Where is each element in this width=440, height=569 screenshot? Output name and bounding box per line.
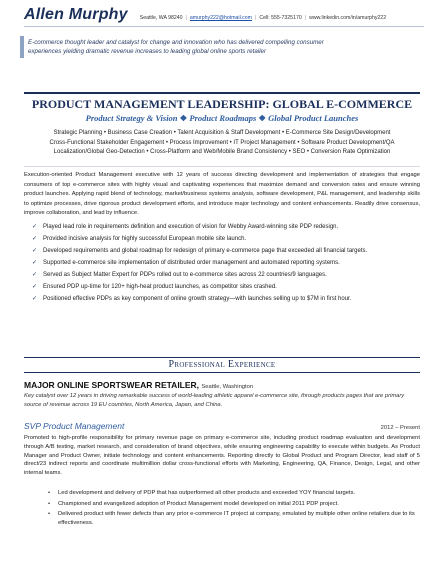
check-icon: ✓: [32, 284, 38, 290]
achievement-item: [32, 293, 420, 305]
contact-info: [140, 15, 386, 21]
check-icon: ✓: [32, 296, 38, 302]
skills-line: Localization/Global Geo-Detection • Cross-Platform and Web/Mobile Brand Consistency • SEO • Conversion Rate Optimization: [53, 149, 391, 155]
check-icon: ✓: [32, 260, 38, 266]
role-achievement-text: Delivered product with fewer defects than any prior e-commerce IT project at company, emulated by multiple other online retailers due to its effectiveness.: [58, 511, 415, 526]
role-title: SVP Product Management: [24, 421, 125, 431]
contact-separator: |: [254, 15, 257, 21]
headline-subtitle: [24, 113, 420, 124]
skills-line: Strategic Planning • Business Case Creation • Talent Acquisition & Staff Development • E-Commerce Site Design/Development: [53, 130, 391, 136]
diamond-icon: ❖: [179, 113, 188, 123]
contact-phone: Cell: 555-7325170: [259, 15, 302, 21]
achievement-item: [32, 269, 420, 281]
achievement-text: Played lead role in requirements definition and execution of vision for Webby Award-winning site PDP redesign.: [43, 224, 339, 230]
bullet-icon: •: [48, 490, 51, 496]
contact-separator: |: [185, 15, 187, 21]
tagline-text: [28, 36, 324, 58]
candidate-name: Allen Murphy: [24, 6, 128, 23]
role-achievement-list: [48, 489, 420, 529]
contact-separator: |: [304, 15, 307, 21]
company-description: Key catalyst over 12 years in driving remarkable success of world-leading athletic apparel e-commerce site, through products pages that are primary source of revenue across 19 EU countries, North America, Japan, and China.: [24, 393, 405, 408]
achievement-item: [32, 233, 420, 245]
achievement-item: [32, 257, 420, 269]
title-divider: [24, 92, 420, 94]
role-heading: [24, 421, 420, 431]
skills-line: Cross-Functional Stakeholder Engagement • Process Improvement • IT Project Management • Software Product Development/QA: [49, 139, 395, 146]
core-skills: [24, 129, 420, 158]
role-achievement-text: Championed and evangelized adoption of Product Management model developed on initial 2011 PDP project.: [58, 500, 339, 507]
company-location: Seattle, Washington: [201, 384, 254, 390]
achievement-text: Served as Subject Matter Expert for PDPs rolled out to e-commerce sites across 22 countries/9 languages.: [43, 272, 327, 278]
header-divider: [24, 26, 424, 27]
subtitle-item: Product Strategy & Vision: [85, 113, 178, 123]
achievement-text: Developed requirements and global roadmap for redesign of primary e-commerce page that exceeded all financial targets.: [43, 248, 368, 254]
check-icon: ✓: [32, 236, 38, 242]
professional-summary: Execution-oriented Product Management executive with 12 years of success directing development and implementation of strategies that engage consumers of top e-commerce sites with highly visual and captivating experiences that maximize demand and conversion rates and ensure winning product launches. Applying rapid blend of technology, market/business systems analysis, software development, P&L management, and leadership skills to optimize processes, drive rigorous product development efforts, and introduce major technology and content enhancements. Readily drive consensus, improve collaboration, and lead by influence.: [24, 172, 420, 216]
achievement-item: [32, 221, 420, 233]
contact-website[interactable]: www.linkedin.com/in/amurphy222: [309, 15, 387, 21]
achievement-item: [32, 281, 420, 293]
role-achievement-text: Led development and delivery of PDP that has outperformed all other products and exceeded YOY financial targets.: [58, 490, 356, 496]
bullet-icon: •: [48, 500, 51, 507]
check-icon: ✓: [32, 272, 38, 278]
subtitle-item: Global Product Launches: [268, 113, 359, 123]
headline-title: PRODUCT MANAGEMENT LEADERSHIP: GLOBAL E-COMMERCE: [31, 97, 413, 111]
tagline-line: E-commerce thought leader and catalyst for change and innovation who has delivered compelling consumer: [28, 39, 324, 46]
achievement-text: Ensured PDP up-time for 120+ high-heat product launches, as competitor sites crashed.: [43, 284, 277, 290]
tagline-accent-bar: [20, 36, 24, 58]
tagline-line: experiences yielding dramatic revenue increases to leading global online sports retailer: [28, 48, 267, 55]
check-icon: ✓: [32, 224, 38, 230]
achievement-text: Positioned effective PDPs as key component of online growth strategy—with launches selling up to $7M in first hour.: [43, 296, 352, 302]
role-description: Promoted to high-profile responsibility for primary revenue page on primary e-commerce site, including product roadmap evaluation and development through A/B testing, market research, and consideration of brand objectives, while ensuring engineering capability to execute within budgets. As Product Manager and Product Owner, initiate technology and content enhancements. Reporting directly to Global Product and Program Director, lead staff of 5 direct/23 indirect reports and coordinate multimillion dollar cross-functional efforts with Marketing, Engineering, QA, Finance, Design, Legal, and other internal teams.: [24, 435, 420, 477]
experience-section-title: Professional Experience: [168, 359, 276, 370]
role-achievement-item: [48, 500, 420, 509]
role-dates: 2012 – Present: [380, 425, 420, 431]
role-achievement-item: [48, 510, 420, 527]
experience-rule-bottom: [24, 372, 420, 373]
bullet-icon: •: [48, 511, 51, 517]
contact-location: Seattle, WA 98240: [139, 15, 183, 21]
diamond-icon: ❖: [258, 113, 266, 123]
achievement-text: Provided incisive analysis for highly successful European mobile site launch.: [43, 236, 247, 242]
summary-divider: [24, 166, 420, 167]
tagline-block: [20, 36, 424, 58]
achievement-item: [32, 245, 420, 257]
subtitle-item: Product Roadmaps: [189, 113, 257, 123]
check-icon: ✓: [32, 248, 38, 254]
role-achievement-item: [48, 489, 420, 498]
contact-email-link[interactable]: amurphy222@hotmail.com: [189, 15, 252, 21]
achievement-text: Supported e-commerce site implementation of distributed order management and automated reporting systems.: [43, 260, 340, 266]
resume-header: [24, 6, 424, 24]
name-row: [24, 6, 424, 24]
company-name: MAJOR ONLINE SPORTSWEAR RETAILER,: [24, 380, 200, 390]
experience-rule-top: [24, 357, 420, 358]
company-heading: [24, 380, 253, 390]
achievement-list: [32, 221, 420, 305]
